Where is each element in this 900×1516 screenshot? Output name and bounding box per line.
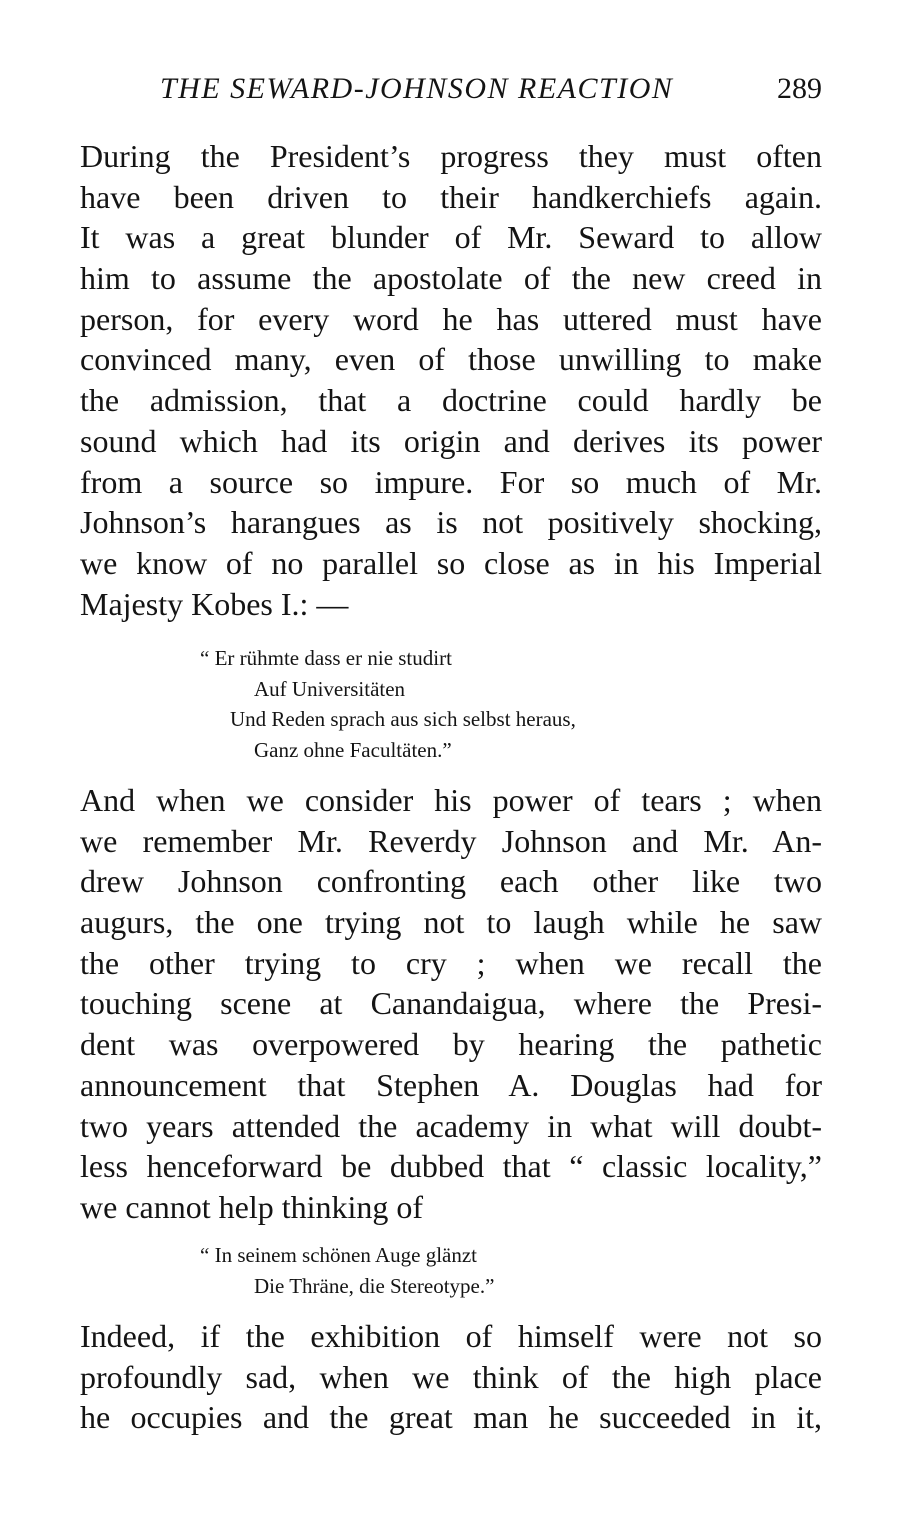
text-line: Johnson’s harangues as is not positively shocking, — [80, 504, 822, 541]
verse-line: “ In seinem schönen Auge glänzt — [200, 1243, 477, 1267]
text-line: we know of no parallel so close as in his Imperial — [80, 544, 822, 581]
text-line: sound which had its origin and derives its power — [80, 422, 822, 459]
verse-quotation-2 — [200, 1240, 720, 1301]
text-line: Majesty Kobes I.: — — [80, 585, 349, 622]
verse-line: Ganz ohne Facultäten.” — [254, 737, 452, 762]
text-line: Indeed, if the exhibition of himself were not so — [80, 1318, 822, 1354]
text-line: touching scene at Canandaigua, where the Presi- — [80, 985, 822, 1022]
text-line: announcement that Stephen A. Douglas had for — [80, 1066, 822, 1103]
verse-quotation-1 — [200, 643, 720, 765]
text-line: less henceforward be dubbed that “ classic locality,” — [80, 1148, 822, 1185]
text-line: dent was overpowered by hearing the pathetic — [80, 1026, 822, 1063]
text-line: from a source so impure. For so much of Mr. — [80, 463, 822, 500]
text-line: During the President’s progress they must often — [80, 138, 822, 174]
text-line: we remember Mr. Reverdy Johnson and Mr. An- — [80, 822, 822, 859]
text-line: he occupies and the great man he succeeded in it, — [80, 1399, 822, 1436]
paragraph-1 — [80, 136, 822, 624]
text-line: It was a great blunder of Mr. Seward to allow — [80, 219, 822, 256]
text-line: we cannot help thinking of — [80, 1188, 424, 1225]
text-line: augurs, the one trying not to laugh while he saw — [80, 904, 822, 941]
text-line: person, for every word he has uttered must have — [80, 300, 822, 337]
verse-line: Auf Universitäten — [254, 676, 406, 701]
verse-line: “ Er rühmte dass er nie studirt — [200, 646, 452, 670]
paragraph-3 — [80, 1316, 822, 1438]
text-line: profoundly sad, when we think of the high place — [80, 1358, 822, 1395]
text-line: the other trying to cry ; when we recall the — [80, 944, 822, 981]
text-line: convinced many, even of those unwilling to make — [80, 341, 822, 378]
running-title: THE SEWARD-JOHNSON REACTION — [160, 72, 674, 105]
text-line: the admission, that a doctrine could hardly be — [80, 382, 822, 419]
text-line: have been driven to their handkerchiefs again. — [80, 178, 822, 215]
text-line: two years attended the academy in what will doubt- — [80, 1107, 822, 1144]
text-line: him to assume the apostolate of the new creed in — [80, 260, 822, 297]
verse-line: Die Thräne, die Stereotype.” — [254, 1273, 495, 1298]
text-line: drew Johnson confronting each other like two — [80, 863, 822, 900]
running-head — [120, 72, 822, 112]
paragraph-2 — [80, 780, 822, 1228]
page-number: 289 — [777, 72, 822, 105]
text-line: And when we consider his power of tears ; when — [80, 782, 822, 818]
verse-line: Und Reden sprach aus sich selbst heraus, — [230, 707, 576, 731]
